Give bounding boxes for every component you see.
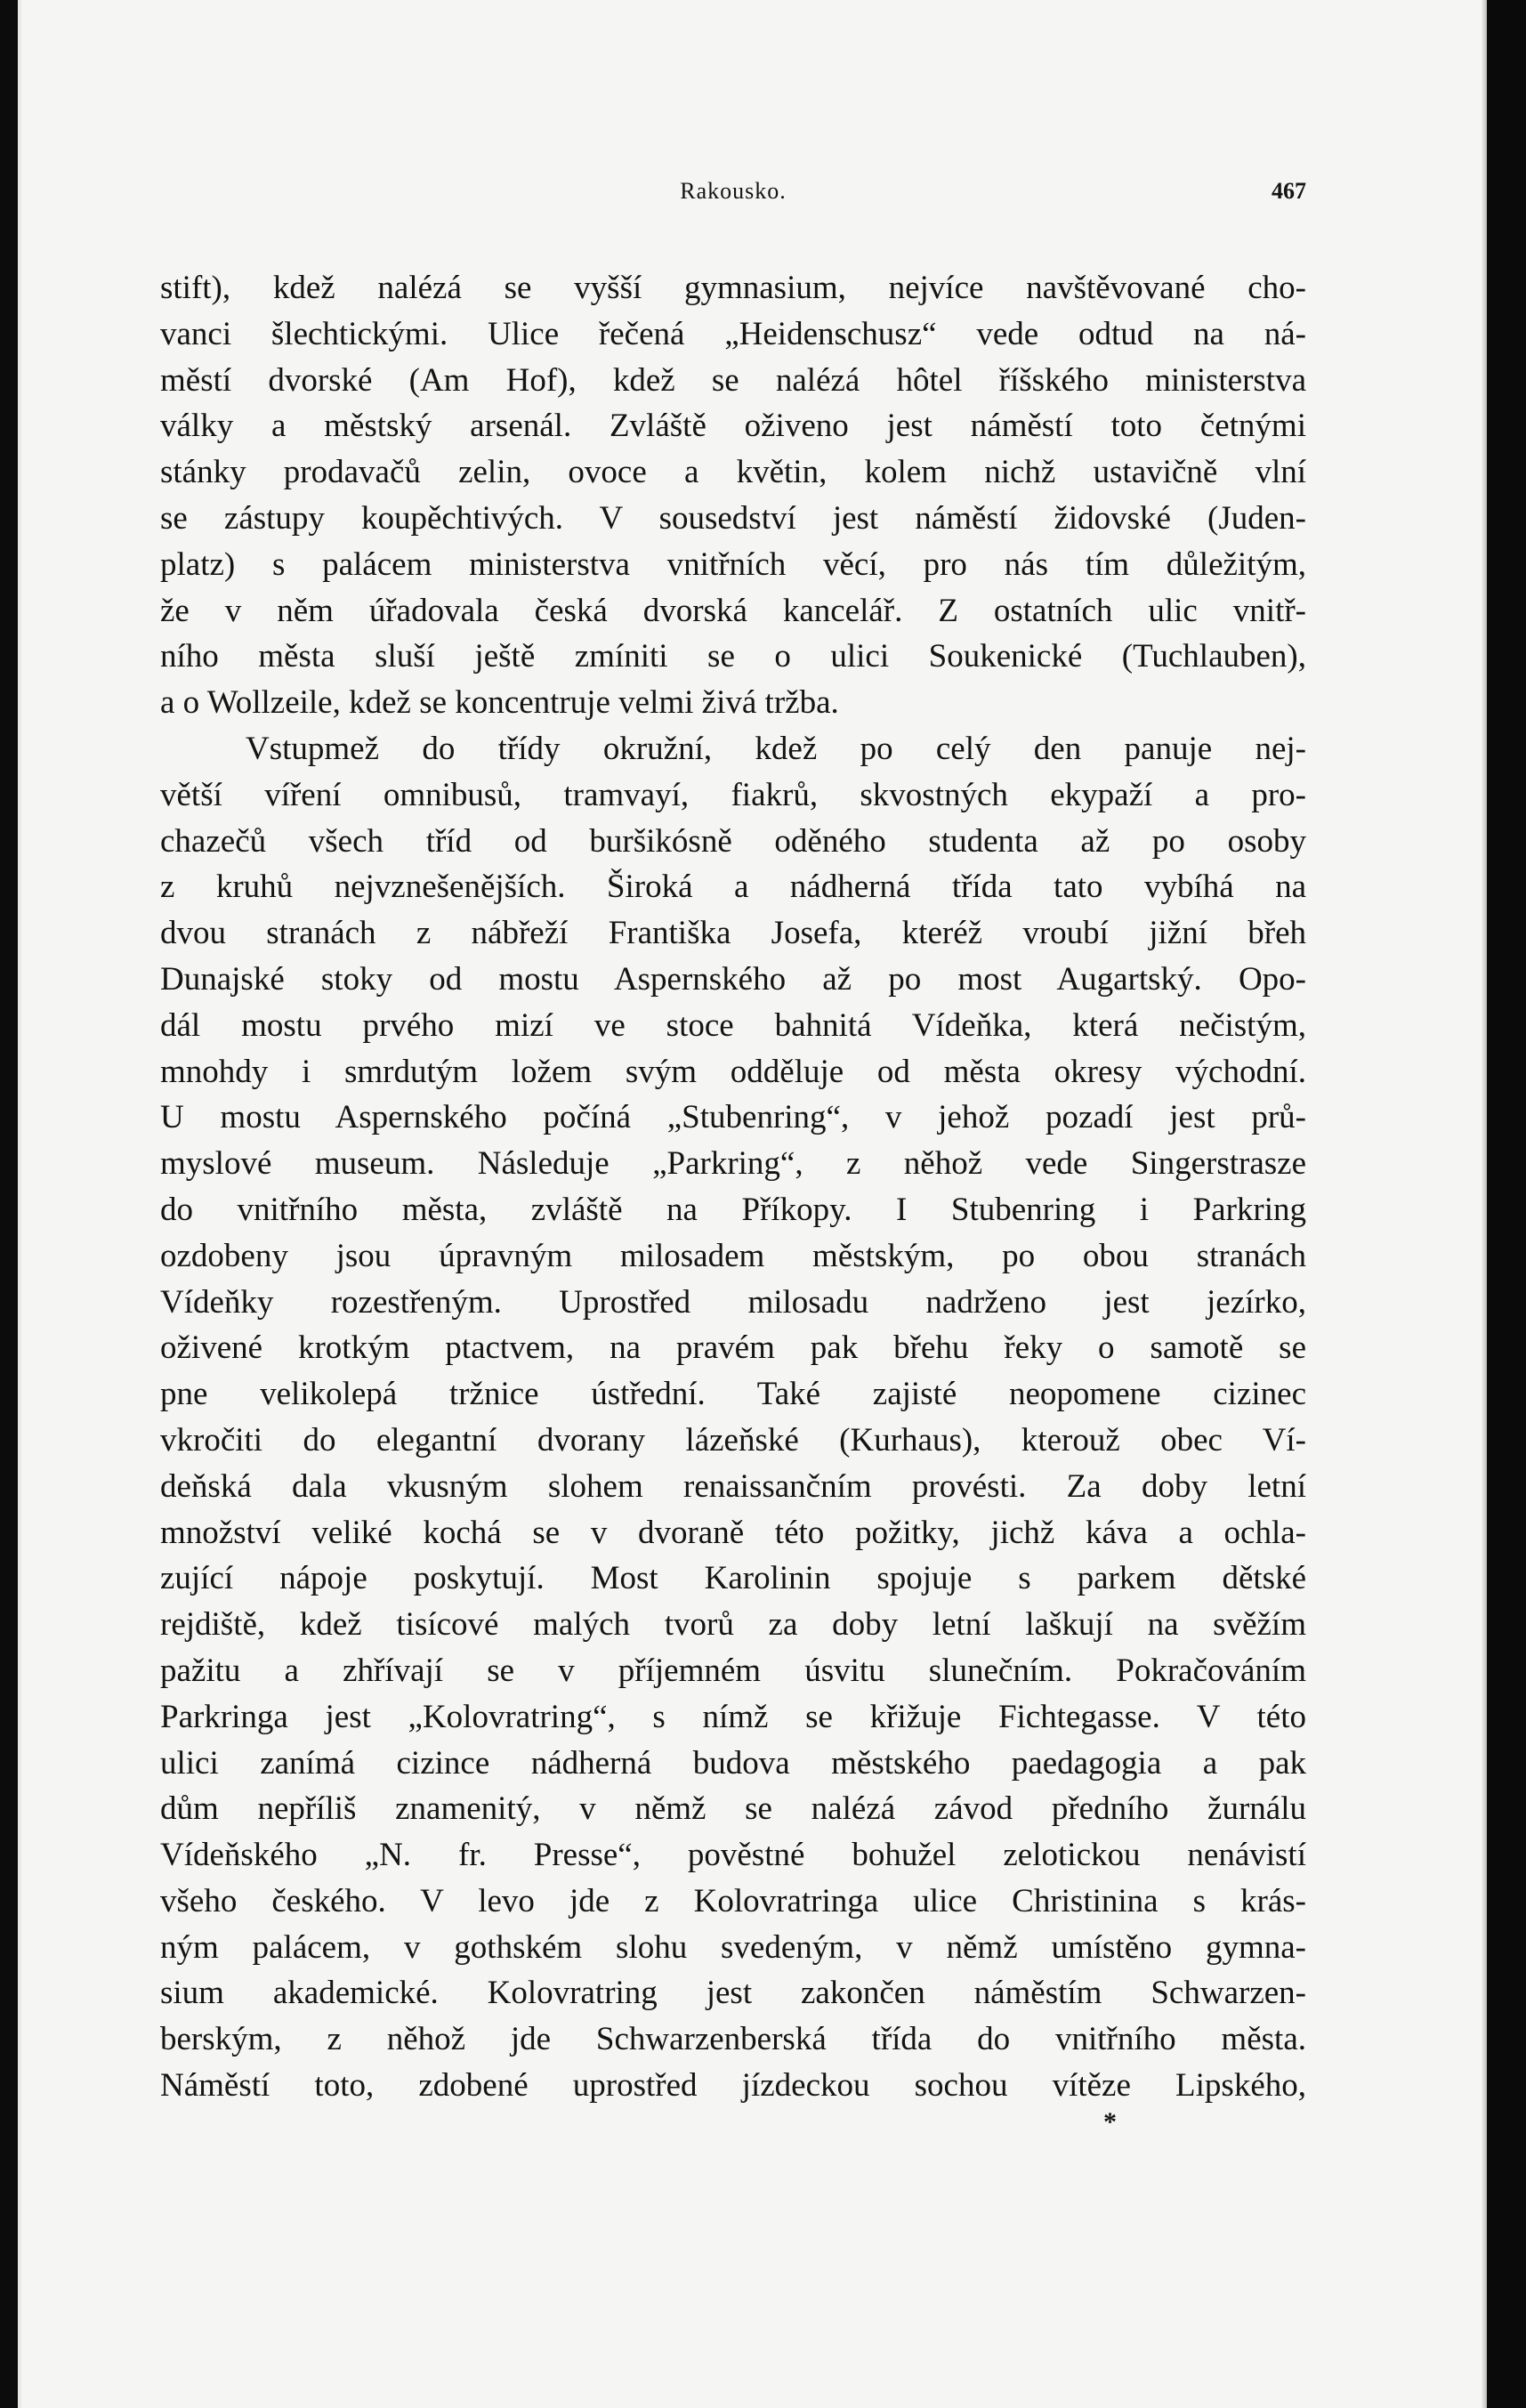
- text-line: ným palácem, v gothském slohu svedeným, v němž umístěno gymna-: [160, 1928, 1306, 1966]
- text-line: dvou stranách z nábřeží Františka Josefa, kteréž vroubí jižní břeh: [160, 915, 1306, 952]
- text-line: myslové museum. Následuje „Parkring“, z něhož vede Singerstrasze: [160, 1145, 1306, 1183]
- text-line: dál mostu prvého mizí ve stoce bahnitá Vídeňka, která nečistým,: [160, 1006, 1306, 1044]
- text-line: deňská dala vkusným slohem renaissančním provésti. Za doby letní: [160, 1467, 1306, 1505]
- text-line: že v něm úřadovala česká dvorská kancelář. Z ostatních ulic vnitř-: [160, 592, 1306, 629]
- text-line: zující nápoje poskytují. Most Karolinin spojuje s parkem dětské: [160, 1560, 1306, 1597]
- text-line: oživené krotkým ptactvem, na pravém pak břehu řeky o samotě se: [160, 1329, 1306, 1367]
- left-scan-edge: [0, 0, 18, 2408]
- text-line: ního města sluší ještě zmíniti se o ulici Soukenické (Tuchlauben),: [160, 638, 1306, 675]
- text-line: městí dvorské (Am Hof), kdež se nalézá hôtel říšského ministerstva: [160, 361, 1306, 399]
- text-line: se zástupy koupěchtivých. V sousedství jest náměstí židovské (Juden-: [160, 499, 1306, 537]
- text-line: ozdobeny jsou úpravným milosadem městským, po obou stranách: [160, 1237, 1306, 1274]
- signature-mark: *: [1103, 2107, 1117, 2137]
- text-line: berským, z něhož jde Schwarzenberská třída do vnitřního města.: [160, 2021, 1306, 2058]
- page-number: 467: [1272, 178, 1306, 204]
- text-line: Vstupmež do třídy okružní, kdež po celý den panuje nej-: [246, 730, 1306, 767]
- text-line: ulici zanímá cizince nádherná budova městského paedagogia a pak: [160, 1744, 1306, 1782]
- right-scan-edge: [1487, 0, 1526, 2408]
- text-line: vkročiti do elegantní dvorany lázeňské (Kurhaus), kterouž obec Ví-: [160, 1421, 1306, 1459]
- text-line: rejdiště, kdež tisícové malých tvorů za doby letní laškují na svěžím: [160, 1606, 1306, 1644]
- text-line: U mostu Aspernského počíná „Stubenring“, v jehož pozadí jest prů-: [160, 1099, 1306, 1136]
- text-line: Náměstí toto, zdobené uprostřed jízdeckou sochou vítěze Lipského,: [160, 2067, 1306, 2105]
- text-line: všeho českého. V levo jde z Kolovratringa ulice Christinina s krás-: [160, 1882, 1306, 1919]
- running-head: [160, 178, 1306, 208]
- text-line: stánky prodavačů zelin, ovoce a květin, kolem nichž ustavičně vlní: [160, 454, 1306, 491]
- text-line: Vídeňky rozestřeným. Uprostřed milosadu nadrženo jest jezírko,: [160, 1283, 1306, 1321]
- text-line: mnohdy i smrdutým ložem svým odděluje od města okresy východní.: [160, 1053, 1306, 1090]
- text-body: [160, 265, 1306, 2109]
- text-line: z kruhů nejvznešenějších. Široká a nádherná třída tato vybíhá na: [160, 869, 1306, 906]
- text-line: větší víření omnibusů, tramvayí, fiakrů, skvostných ekypaží a pro-: [160, 776, 1306, 813]
- text-line: do vnitřního města, zvláště na Příkopy. I Stubenring i Parkring: [160, 1191, 1306, 1228]
- text-line: platz) s palácem ministerstva vnitřních věcí, pro nás tím důležitým,: [160, 545, 1306, 583]
- text-line: množství veliké kochá se v dvoraně této požitky, jichž káva a ochla-: [160, 1514, 1306, 1551]
- left-scan-gap: [18, 0, 21, 2408]
- text-line: války a městský arsenál. Zvláště oživeno jest náměstí toto četnými: [160, 408, 1306, 445]
- text-line: pažitu a zhřívají se v příjemném úsvitu slunečním. Pokračováním: [160, 1652, 1306, 1689]
- text-line: pne velikolepá tržnice ústřední. Také zajisté neopomene cizinec: [160, 1376, 1306, 1413]
- text-line: Vídeňského „N. fr. Presse“, pověstné bohužel zelotickou nenávistí: [160, 1837, 1306, 1874]
- text-line: Parkringa jest „Kolovratring“, s nímž se křižuje Fichtegasse. V této: [160, 1698, 1306, 1735]
- running-title: Rakousko.: [680, 178, 787, 204]
- text-line: dům nepříliš znamenitý, v němž se nalézá závod předního žurnálu: [160, 1790, 1306, 1828]
- text-line: sium akademické. Kolovratring jest zakončen náměstím Schwarzen-: [160, 1975, 1306, 2012]
- text-line: a o Wollzeile, kdež se koncentruje velmi živá tržba.: [160, 684, 839, 722]
- text-line: chazečů všech tříd od buršikósně oděného studenta až po osoby: [160, 822, 1306, 860]
- text-line: vanci šlechtickými. Ulice řečená „Heidenschusz“ vede odtud na ná-: [160, 315, 1306, 352]
- text-line: Dunajské stoky od mostu Aspernského až po most Augartský. Opo-: [160, 960, 1306, 998]
- text-line: stift), kdež nalézá se vyšší gymnasium, nejvíce navštěvované cho-: [160, 270, 1306, 306]
- book-page: [160, 178, 1306, 2180]
